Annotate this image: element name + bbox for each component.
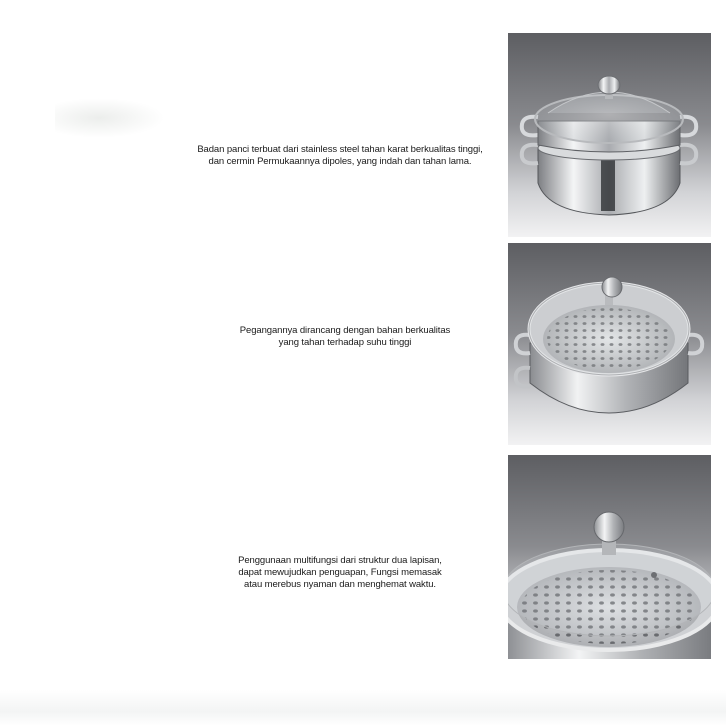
- steamer-closeup-illustration: [508, 455, 711, 659]
- caption-line: Penggunaan multifungsi dari struktur dua lapisan,: [238, 555, 442, 566]
- caption-line: atau merebus nyaman dan menghemat waktu.: [244, 579, 436, 590]
- bottom-fade: [0, 690, 726, 726]
- caption-line: yang tahan terhadap suhu tinggi: [278, 337, 412, 348]
- product-photo-steamer-tray: [508, 243, 711, 445]
- caption-line: dan cermin Permukaannya dipoles, yang indah dan tahan lama.: [208, 156, 472, 167]
- product-photo-closeup: [508, 455, 711, 659]
- caption-line: dapat mewujudkan penguapan, Fungsi memasak: [238, 567, 442, 578]
- caption-line: Badan panci terbuat dari stainless steel tahan karat berkualitas tinggi,: [197, 144, 483, 155]
- background-smudge: [55, 98, 165, 138]
- product-photo-steamer-pot: [508, 33, 711, 237]
- steamer-tray-illustration: [508, 243, 711, 445]
- caption-handle-material: [190, 325, 500, 349]
- caption-multifunction: [190, 555, 490, 591]
- steamer-pot-illustration: [508, 33, 711, 237]
- caption-body-material: [150, 144, 530, 168]
- caption-line: Pegangannya dirancang dengan bahan berkualitas: [239, 325, 451, 336]
